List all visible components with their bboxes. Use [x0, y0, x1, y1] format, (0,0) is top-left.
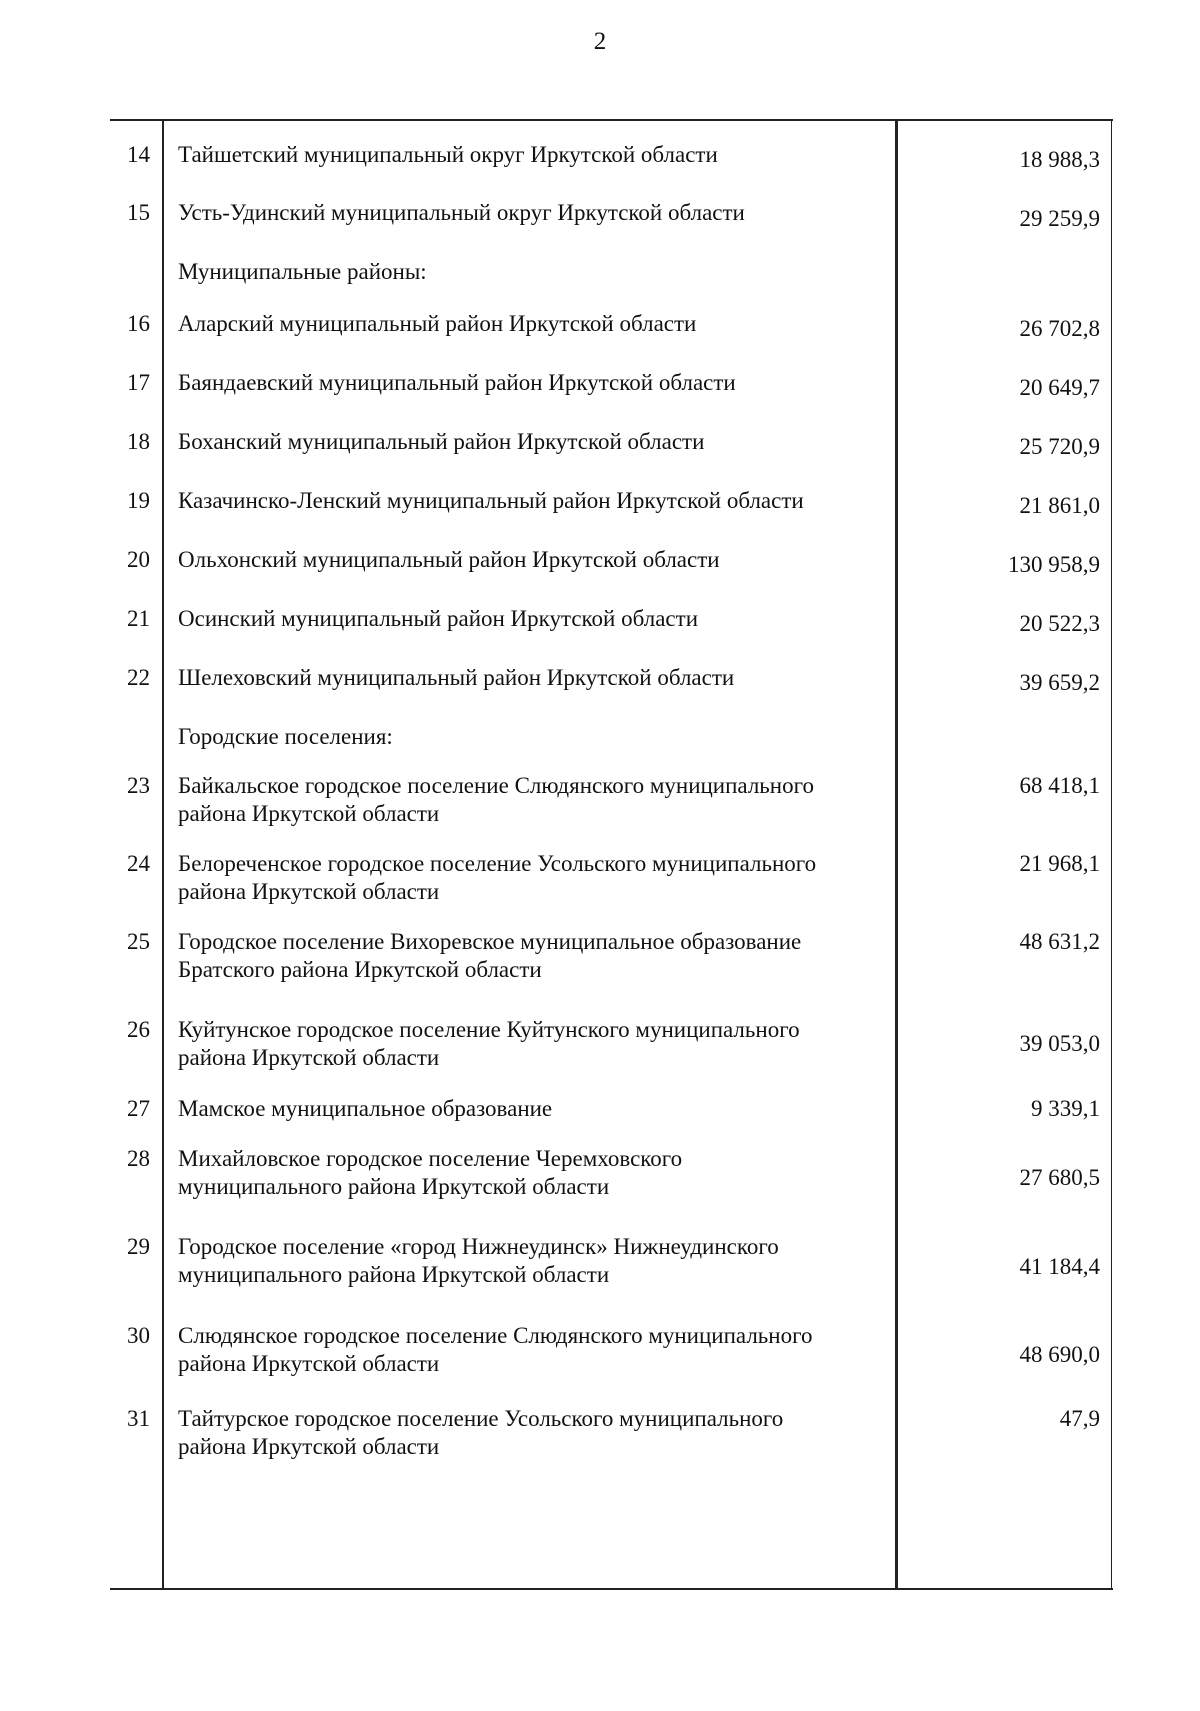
row-number: 18 — [127, 429, 150, 454]
municipality-name: Куйтунское городское поселение Куйтунского муниципального района Иркутской области — [178, 1017, 800, 1070]
allocation-value: 41 184,4 — [1019, 1254, 1100, 1279]
municipality-name: Городские поселения: — [178, 724, 393, 749]
municipality-name: Баяндаевский муниципальный район Иркутской области — [178, 370, 736, 395]
row-number: 22 — [127, 665, 150, 690]
municipality-name: Аларский муниципальный район Иркутской области — [178, 311, 697, 336]
column-divider — [1111, 121, 1112, 1588]
allocation-value: 18 988,3 — [1019, 147, 1100, 172]
row-number: 15 — [127, 200, 150, 225]
allocation-value: 39 659,2 — [1019, 670, 1100, 695]
row-number: 20 — [127, 547, 150, 572]
page-number: 2 — [593, 28, 607, 55]
row-number: 23 — [127, 773, 150, 798]
allocation-value: 29 259,9 — [1019, 206, 1100, 231]
row-number: 16 — [127, 311, 150, 336]
row-number: 25 — [127, 929, 150, 954]
row-number: 24 — [127, 851, 150, 876]
allocation-value: 39 053,0 — [1019, 1031, 1100, 1056]
municipality-name: Байкальское городское поселение Слюдянского муниципального района Иркутской области — [178, 773, 814, 826]
row-number: 29 — [127, 1234, 150, 1259]
allocation-value: 20 649,7 — [1019, 375, 1100, 400]
allocation-value: 26 702,8 — [1019, 316, 1100, 341]
allocation-value: 130 958,9 — [1008, 552, 1100, 577]
row-number: 21 — [127, 606, 150, 631]
allocation-value: 21 861,0 — [1019, 493, 1100, 518]
allocation-value: 20 522,3 — [1019, 611, 1100, 636]
row-number: 27 — [127, 1096, 150, 1121]
row-number: 31 — [127, 1406, 150, 1431]
allocation-table — [110, 119, 1113, 1590]
column-divider — [897, 121, 898, 1588]
row-number: 30 — [127, 1323, 150, 1348]
municipality-name: Ольхонский муниципальный район Иркутской области — [178, 547, 720, 572]
column-divider — [162, 121, 164, 1588]
allocation-value: 21 968,1 — [1019, 851, 1100, 876]
allocation-value: 47,9 — [1059, 1406, 1100, 1431]
municipality-name: Городское поселение Вихоревское муниципальное образование Братского района Иркутской области — [178, 929, 802, 982]
allocation-value: 48 690,0 — [1019, 1342, 1100, 1367]
municipality-name: Слюдянское городское поселение Слюдянского муниципального района Иркутской области — [178, 1323, 813, 1376]
allocation-value: 68 418,1 — [1019, 773, 1100, 798]
row-number: 26 — [127, 1017, 150, 1042]
allocation-value: 25 720,9 — [1019, 434, 1100, 459]
municipality-name: Казачинско-Ленский муниципальный район Иркутской области — [178, 488, 804, 513]
municipality-name: Боханский муниципальный район Иркутской области — [178, 429, 705, 454]
allocation-value: 9 339,1 — [1031, 1096, 1100, 1121]
allocation-value: 48 631,2 — [1019, 929, 1100, 954]
municipality-name: Мамское муниципальное образование — [178, 1096, 553, 1121]
row-number: 28 — [127, 1146, 150, 1171]
municipality-name: Михайловское городское поселение Черемховского муниципального района Иркутской области — [178, 1146, 683, 1199]
municipality-name: Муниципальные районы: — [178, 259, 427, 284]
municipality-name: Тайшетский муниципальный округ Иркутской области — [178, 142, 718, 167]
municipality-name: Усть-Удинский муниципальный округ Иркутской области — [178, 200, 745, 225]
municipality-name: Тайтурское городское поселение Усольского муниципального района Иркутской области — [178, 1406, 784, 1459]
municipality-name: Шелеховский муниципальный район Иркутской области — [178, 665, 735, 690]
municipality-name: Осинский муниципальный район Иркутской области — [178, 606, 699, 631]
allocation-value: 27 680,5 — [1019, 1165, 1100, 1190]
municipality-name: Городское поселение «город Нижнеудинск» Нижнеудинского муниципального района Иркутской области — [178, 1234, 779, 1287]
row-number: 14 — [127, 142, 150, 167]
row-number: 17 — [127, 370, 150, 395]
row-number: 19 — [127, 488, 150, 513]
municipality-name: Белореченское городское поселение Усольского муниципального района Иркутской области — [178, 851, 817, 904]
